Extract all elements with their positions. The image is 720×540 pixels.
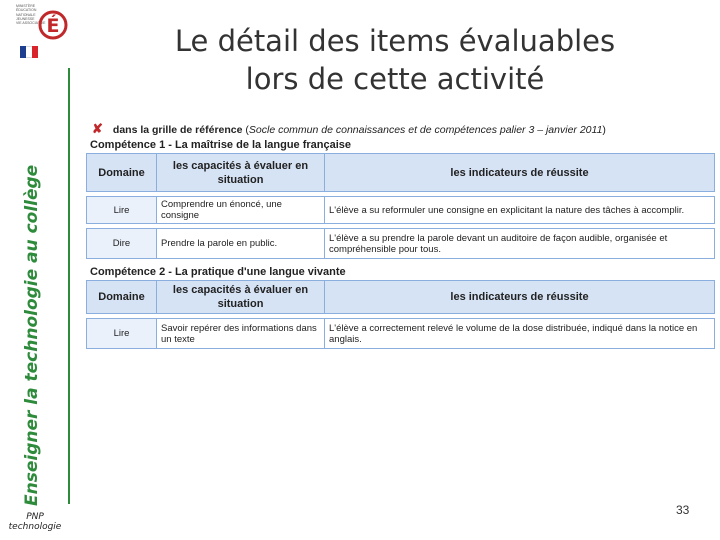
slide-title-line2: lors de cette activité [245, 62, 545, 96]
cell-capacite: Prendre la parole en public. [157, 229, 325, 259]
content-area [86, 120, 714, 349]
reference-line [92, 120, 714, 138]
reference-italic: Socle commun de connaissances et de compétences palier 3 – janvier 2011 [248, 124, 603, 136]
pnp-line1: PNP [26, 512, 44, 522]
cell-domaine: Lire [87, 319, 157, 349]
header-indicateurs: les indicateurs de réussite [325, 154, 715, 192]
cell-capacite: Comprendre un énoncé, une consigne [157, 197, 325, 224]
slide-title [110, 22, 680, 98]
competence-2-title: Compétence 2 - La pratique d'une langue vivante [90, 266, 346, 278]
table-row [87, 319, 715, 349]
reference-bold: dans la grille de référence [112, 124, 243, 136]
cell-domaine: Lire [87, 197, 157, 224]
header-capacites: les capacités à évaluer en situation [157, 154, 325, 192]
pnp-line2: technologie [8, 522, 62, 532]
logo-ministry-text: MINISTÈRE ÉDUCATION NATIONALE JEUNESSE VIE ASSOCIATIVE [16, 4, 46, 26]
emblem-letter: É [46, 15, 60, 37]
table-row [87, 229, 715, 259]
header-indicateurs: les indicateurs de réussite [325, 281, 715, 314]
cell-indicateur: L'élève a su reformuler une consigne en explicitant la nature des tâches à accomplir. [325, 197, 715, 224]
cell-capacite: Savoir repérer des informations dans un texte [157, 319, 325, 349]
sidebar [0, 0, 70, 540]
header-domaine: Domaine [87, 281, 157, 314]
table-row [87, 197, 715, 224]
education-emblem-icon [38, 6, 68, 44]
page-number: 33 [676, 503, 690, 517]
vertical-course-title: Enseigner la technologie au collège [22, 164, 42, 506]
french-flag-icon [20, 46, 38, 58]
cross-bullet-icon: ✘ [92, 121, 103, 136]
ministry-logo [16, 4, 68, 64]
sidebar-divider [68, 68, 70, 504]
header-domaine: Domaine [87, 154, 157, 192]
competence-2-table [86, 280, 715, 349]
header-capacites: les capacités à évaluer en situation [157, 281, 325, 314]
cell-indicateur: L'élève a correctement relevé le volume de la dose distribuée, indiqué dans la notice en anglais. [325, 319, 715, 349]
pnp-label [0, 512, 70, 532]
reference-close: ) [602, 124, 606, 136]
cell-indicateur: L'élève a su prendre la parole devant un auditoire de façon audible, organisée et compréhensible pour tous. [325, 229, 715, 259]
slide-title-line1: Le détail des items évaluables [174, 24, 616, 58]
cell-domaine: Dire [87, 229, 157, 259]
competence-1-title: Compétence 1 - La maîtrise de la langue française [90, 139, 352, 151]
reference-open: ( [242, 124, 249, 136]
competence-1-table [86, 153, 715, 259]
